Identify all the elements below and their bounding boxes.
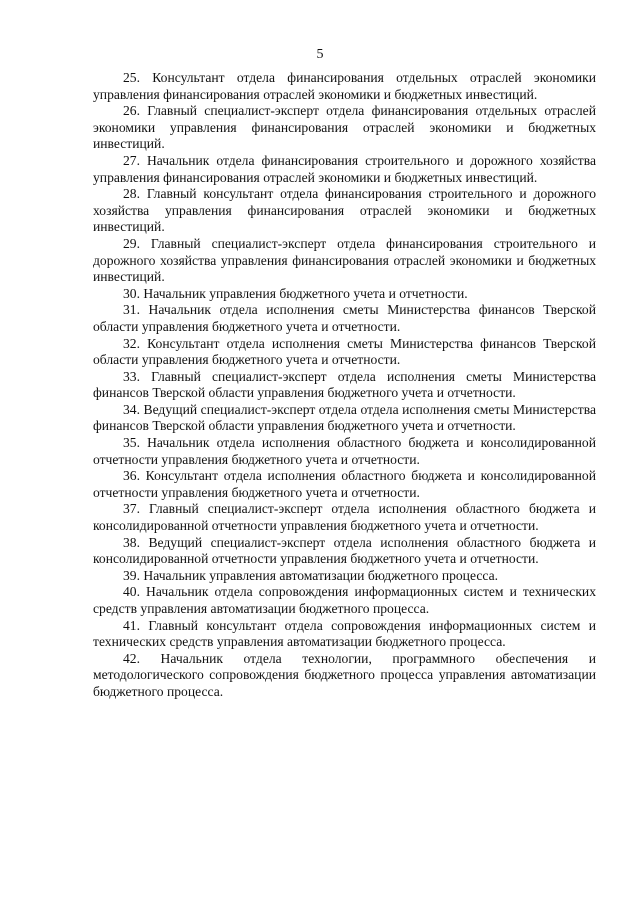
list-item-41: 41. Главный консультант отдела сопровождения информационных систем и технических средств управления автоматизации бюджетного процесса. (93, 617, 596, 650)
list-item-36: 36. Консультант отдела исполнения областного бюджета и консолидированной отчетности управления бюджетного учета и отчетности. (93, 468, 596, 500)
list-item-33: 33. Главный специалист-эксперт отдела исполнения сметы Министерства финансов Тверской области управления бюджетного учета и отчетности. (93, 368, 596, 401)
list-item-35: 35. Начальник отдела исполнения областного бюджета и консолидированной отчетности управления бюджетного учета и отчетности. (93, 435, 596, 467)
list-item-42: 42. Начальник отдела технологии, программного обеспечения и методологического сопровождения бюджетного процесса управления автоматизации бюджетного процесса. (93, 650, 596, 699)
list-item-34: 34. Ведущий специалист-эксперт отдела отдела исполнения сметы Министерства финансов Тверской области управления бюджетного учета и отчетности. (93, 401, 596, 434)
document-body (93, 70, 596, 701)
page-number: 5 (316, 47, 324, 62)
list-item-28: 28. Главный консультант отдела финансирования строительного и дорожного хозяйства управления финансирования отраслей экономики и бюджетных инвестиций. (93, 186, 596, 235)
list-item-31: 31. Начальник отдела исполнения сметы Министерства финансов Тверской области управления бюджетного учета и отчетности. (93, 302, 596, 334)
list-item-32: 32. Консультант отдела исполнения сметы Министерства финансов Тверской области управления бюджетного учета и отчетности. (93, 335, 596, 368)
list-item-26: 26. Главный специалист-эксперт отдела финансирования отдельных отраслей экономики управления финансирования отраслей экономики и бюджетных инвестиций. (93, 103, 596, 152)
list-item-30: 30. Начальник управления бюджетного учета и отчетности. (123, 285, 468, 301)
list-item-29: 29. Главный специалист-эксперт отдела финансирования строительного и дорожного хозяйства управления финансирования отраслей экономики и бюджетных инвестиций. (93, 235, 596, 285)
list-item-38: 38. Ведущий специалист-эксперт отдела исполнения областного бюджета и консолидированной отчетности управления бюджетного учета и отчетности. (93, 534, 596, 567)
list-item-25: 25. Консультант отдела финансирования отдельных отраслей экономики управления финансирования отраслей экономики и бюджетных инвестиций. (93, 70, 596, 102)
list-item-37: 37. Главный специалист-эксперт отдела исполнения областного бюджета и консолидированной отчетности управления бюджетного учета и отчетности. (93, 501, 596, 534)
list-item-40: 40. Начальник отдела сопровождения информационных систем и технических средств управления автоматизации бюджетного процесса. (93, 584, 596, 616)
list-item-39: 39. Начальник управления автоматизации бюджетного процесса. (123, 567, 498, 583)
list-item-27: 27. Начальник отдела финансирования строительного и дорожного хозяйства управления финансирования отраслей экономики и бюджетных инвестиций. (93, 152, 596, 185)
